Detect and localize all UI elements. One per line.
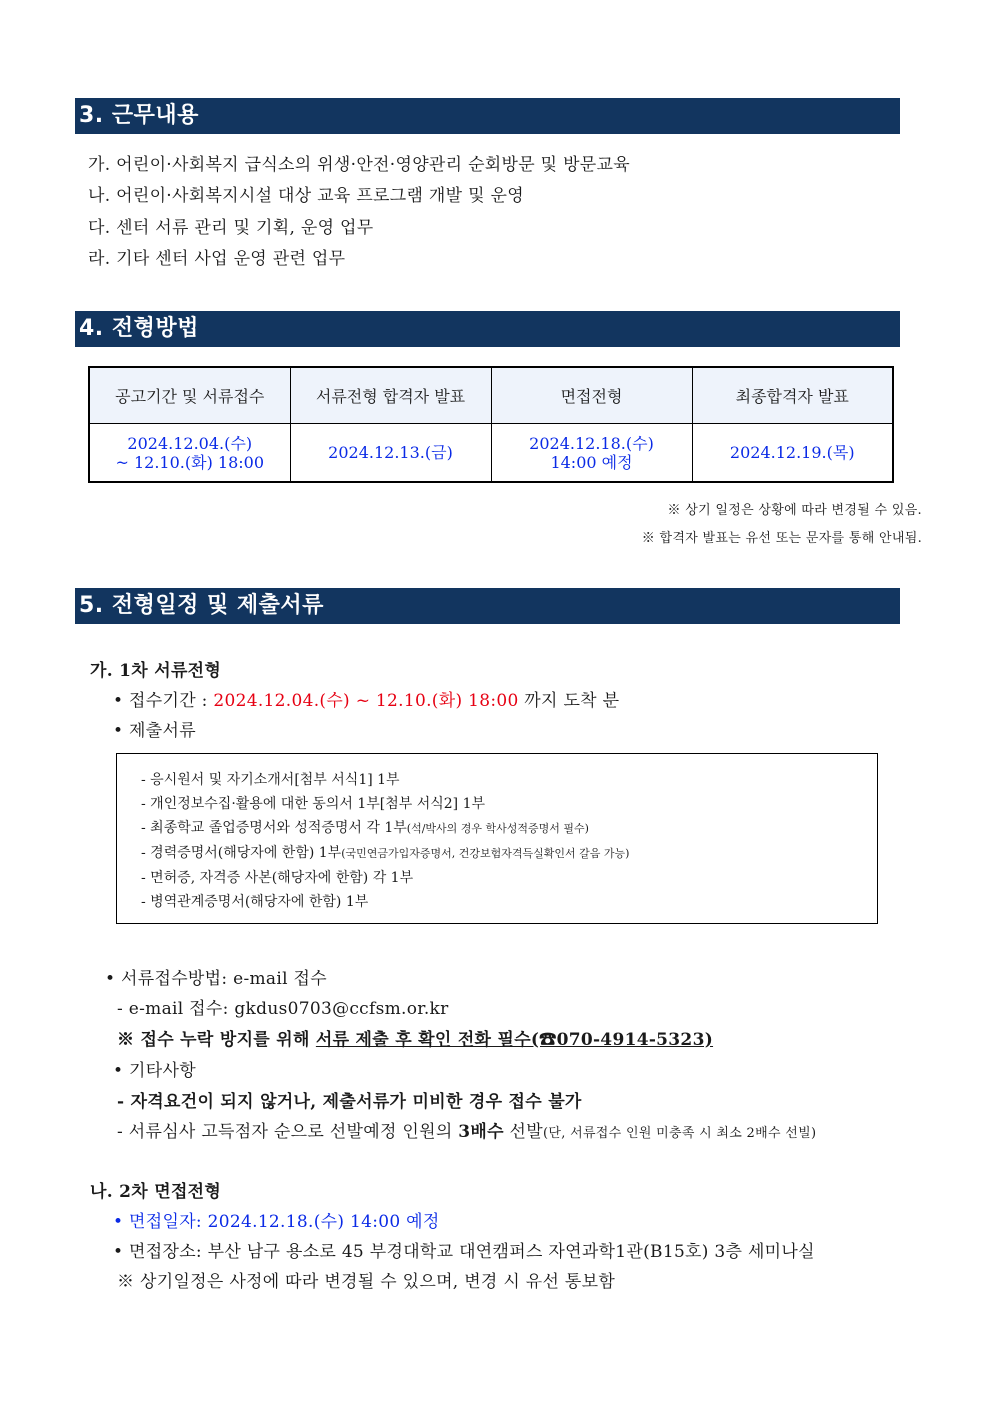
duty-item-2: 나. 어린이·사회복지시설 대상 교육 프로그램 개발 및 운영 [88, 186, 524, 206]
period-value: 2024.12.04.(수) ~ 12.10.(화) 18:00 [213, 691, 519, 711]
table-row [89, 424, 893, 483]
sub-heading-na: 나. 2차 면접전형 [90, 1182, 222, 1202]
schedule-note-1: ※ 상기 일정은 상황에 따라 변경될 수 있음. [667, 503, 922, 518]
table-cell [491, 424, 692, 483]
interview-place: • 면접장소: 부산 남구 용소로 45 부경대학교 대연캠퍼스 자연과학1관(B15호) 3층 세미나실 [113, 1242, 815, 1262]
etc-label: • 기타사항 [113, 1061, 196, 1081]
table-header: 면접전형 [491, 367, 692, 424]
list-item: - 개인정보수집·활용에 대한 동의서 1부[첨부 서식2] 1부 [141, 796, 486, 812]
docs-label: • 제출서류 [113, 721, 196, 741]
section-4-header: 4. 전형방법 [75, 311, 900, 347]
duty-item-4: 라. 기타 센터 사업 운영 관련 업무 [88, 249, 346, 269]
etc-requirement: - 자격요건이 되지 않거나, 제출서류가 미비한 경우 접수 불가 [117, 1092, 582, 1112]
cell-line: 14:00 예정 [550, 452, 633, 472]
etc-selection: - 서류심사 고득점자 순으로 선발예정 인원의 3배수 선발(단, 서류접수 인원 미충족 시 최소 2배수 선빌) [117, 1122, 817, 1142]
period-label: • 접수기간 : [113, 691, 214, 711]
documents-box [116, 753, 878, 924]
table-cell [692, 424, 893, 483]
cell-line: 2024.12.04.(수) [127, 433, 253, 453]
list-item: - 병역관계증명서(해당자에 한함) 1부 [141, 894, 369, 910]
list-item: - 경력증명서(해당자에 한함) 1부(국민연금가입자증명서, 건강보험자격득실확인서 갈음 가능) [141, 845, 630, 861]
interview-note: ※ 상기일정은 사정에 따라 변경될 수 있으며, 변경 시 유선 통보함 [117, 1272, 616, 1292]
cell-line: 2024.12.13.(금) [328, 443, 453, 462]
table-header: 공고기간 및 서류접수 [89, 367, 290, 424]
duty-item-3: 다. 센터 서류 관리 및 기획, 운영 업무 [88, 218, 374, 238]
cell-line: 2024.12.19.(목) [729, 443, 855, 462]
table-header: 서류전형 합격자 발표 [290, 367, 491, 424]
schedule-table [88, 366, 894, 483]
table-cell [89, 424, 290, 483]
cell-line: 2024.12.18.(수) [529, 433, 654, 453]
period-suffix: 까지 도착 분 [518, 691, 620, 711]
cell-line: ~ 12.10.(화) 18:00 [115, 452, 265, 472]
section-5-header: 5. 전형일정 및 제출서류 [75, 588, 900, 624]
list-item: - 최종학교 졸업증명서와 성적증명서 각 1부(석/박사의 경우 학사성적증명서 필수) [141, 820, 589, 836]
table-cell [290, 424, 491, 483]
duty-item-1: 가. 어린이·사회복지 급식소의 위생·안전·영양관리 순회방문 및 방문교육 [88, 155, 630, 175]
sub-heading-ga: 가. 1차 서류전형 [90, 661, 222, 681]
period-line [113, 686, 619, 711]
section-3-header: 3. 근무내용 [75, 98, 900, 134]
list-item: - 응시원서 및 자기소개서[첨부 서식1] 1부 [141, 772, 400, 788]
email-line: - e-mail 접수: gkdus0703@ccfsm.or.kr [117, 999, 449, 1019]
schedule-note-2: ※ 합격자 발표는 유선 또는 문자를 통해 안내됨. [641, 531, 922, 546]
table-header-row [89, 367, 893, 424]
method-label: • 서류접수방법: e-mail 접수 [105, 969, 327, 989]
list-item: - 면허증, 자격증 사본(해당자에 한함) 각 1부 [141, 870, 414, 886]
table-header: 최종합격자 발표 [692, 367, 893, 424]
confirm-warning: ※ 접수 누락 방지를 위해 서류 제출 후 확인 전화 필수(☎070-4914-5323) [117, 1030, 714, 1050]
interview-date: • 면접일자: 2024.12.18.(수) 14:00 예정 [113, 1212, 440, 1232]
